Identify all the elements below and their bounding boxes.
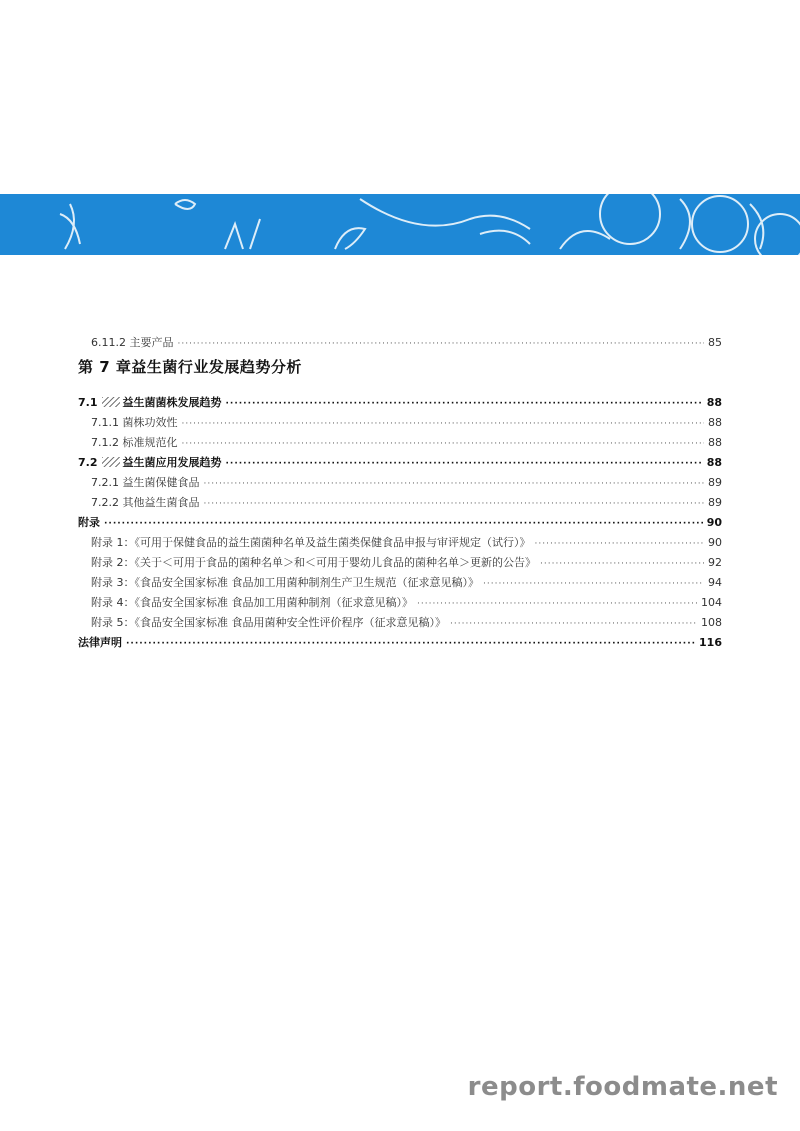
toc-entry[interactable] — [91, 494, 722, 512]
toc-entry-page: 88 — [708, 436, 722, 449]
toc-entry-label: 7.2.2 其他益生菌食品 — [91, 496, 200, 509]
food-illustration-icon — [0, 194, 800, 255]
toc-entry-page: 89 — [708, 496, 722, 509]
toc-entry[interactable] — [91, 334, 722, 352]
toc-entry-page: 88 — [706, 456, 722, 469]
toc-section[interactable] — [78, 394, 722, 412]
leader-dots — [182, 435, 705, 453]
toc-section[interactable] — [78, 514, 722, 532]
leader-dots — [126, 635, 695, 653]
toc-section-label — [78, 454, 222, 472]
toc-entry[interactable] — [91, 534, 722, 552]
toc-entry-page: 88 — [708, 416, 722, 429]
leader-dots — [450, 615, 697, 633]
toc-entry-page: 90 — [708, 536, 722, 549]
toc-section-label: 法律声明 — [78, 636, 122, 649]
leader-dots — [104, 515, 703, 533]
leader-dots — [182, 415, 705, 433]
leader-dots — [535, 535, 705, 553]
section-title: 益生菌菌株发展趋势 — [122, 396, 222, 409]
toc-entry-page: 89 — [708, 476, 722, 489]
toc-entry-label: 附录 4：《食品安全国家标准 食品加工用菌种制剂（征求意见稿）》 — [91, 596, 413, 609]
toc-section-label: 附录 — [78, 516, 100, 529]
toc-entry-page: 85 — [708, 336, 722, 349]
toc-entry-page: 92 — [708, 556, 722, 569]
leader-dots — [177, 335, 704, 353]
decorative-banner — [0, 194, 800, 255]
toc-section[interactable] — [78, 454, 722, 472]
leader-dots — [540, 555, 704, 573]
toc-section[interactable] — [78, 634, 722, 652]
leader-dots — [204, 495, 705, 513]
toc-entry[interactable] — [91, 414, 722, 432]
section-title: 益生菌应用发展趋势 — [122, 456, 222, 469]
toc-entry[interactable] — [91, 554, 722, 572]
toc-entry-label: 附录 2：《关于＜可用于食品的菌种名单＞和＜可用于婴幼儿食品的菌种名单＞更新的公告》 — [91, 556, 536, 569]
leader-dots — [417, 595, 697, 613]
chapter-heading: 第 7 章益生菌行业发展趋势分析 — [78, 358, 302, 376]
toc-entry[interactable] — [91, 574, 722, 592]
toc-entry-label: 附录 3：《食品安全国家标准 食品加工用菌种制剂生产卫生规范（征求意见稿）》 — [91, 576, 479, 589]
toc-entry-label: 7.1.2 标准规范化 — [91, 436, 178, 449]
toc-entry-page: 104 — [701, 596, 722, 609]
toc-entry-page: 108 — [701, 616, 722, 629]
toc-entry-label: 附录 5：《食品安全国家标准 食品用菌种安全性评价程序（征求意见稿）》 — [91, 616, 446, 629]
toc-entry[interactable] — [91, 614, 722, 632]
toc-entry-page: 90 — [706, 516, 722, 529]
leader-dots — [204, 475, 705, 493]
toc-entry-label: 7.2.1 益生菌保健食品 — [91, 476, 200, 489]
toc-entry[interactable] — [91, 594, 722, 612]
section-number: 7.2 — [78, 456, 98, 469]
toc-entry-page: 116 — [699, 636, 722, 649]
leader-dots — [226, 455, 703, 473]
hatch-mark-icon — [102, 397, 120, 407]
leader-dots — [226, 395, 703, 413]
hatch-mark-icon — [102, 457, 120, 467]
section-number: 7.1 — [78, 396, 98, 409]
toc-entry-label: 6.11.2 主要产品 — [91, 336, 174, 349]
leader-dots — [483, 575, 704, 593]
toc-entry-label: 7.1.1 菌株功效性 — [91, 416, 178, 429]
toc-section-label — [78, 394, 222, 412]
toc-entry[interactable] — [91, 474, 722, 492]
toc-entry-label: 附录 1：《可用于保健食品的益生菌菌种名单及益生菌类保健食品申报与审评规定（试行）》 — [91, 536, 531, 549]
toc-entry-page: 94 — [708, 576, 722, 589]
watermark: report.foodmate.net — [467, 1072, 778, 1102]
toc-entry[interactable] — [91, 434, 722, 452]
toc-entry-page: 88 — [706, 396, 722, 409]
